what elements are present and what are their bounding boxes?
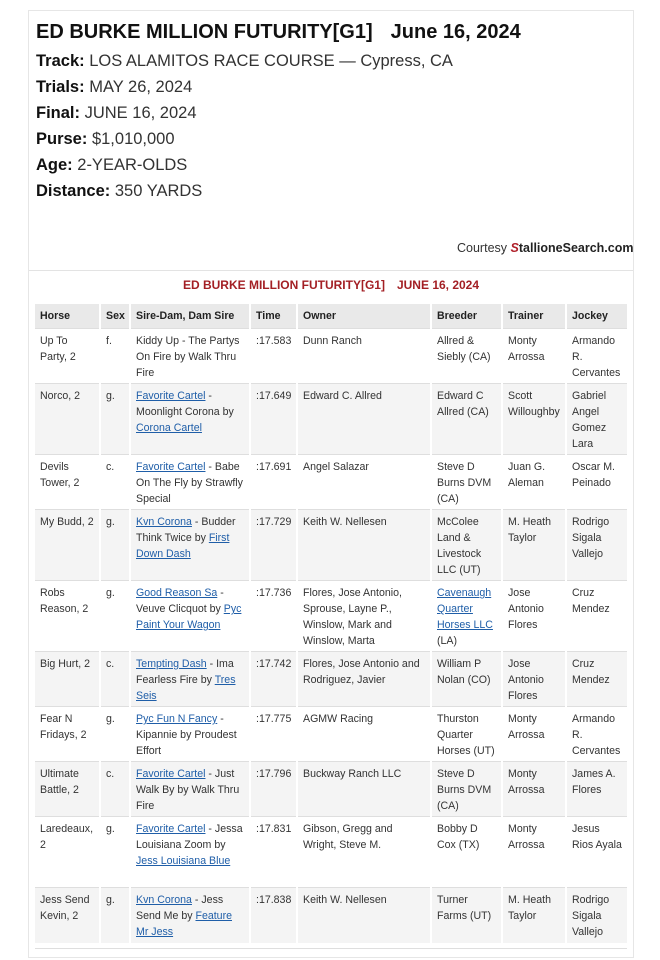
- table-title: [36, 278, 626, 292]
- cell-breeder: Allred & Siebly (CA): [431, 329, 502, 384]
- info-purse: [36, 126, 636, 152]
- table-row: [35, 817, 627, 888]
- cell-time: :17.736: [250, 581, 297, 652]
- sire-link[interactable]: Favorite Cartel: [136, 390, 206, 402]
- cell-breeder: Steve D Burns DVM (CA): [431, 455, 502, 510]
- cell-sex: g.: [100, 707, 130, 762]
- cell-sire-dam: [130, 581, 250, 652]
- cell-time: :17.691: [250, 455, 297, 510]
- cell-jockey: James A. Flores: [566, 762, 627, 817]
- cell-owner: Buckway Ranch LLC: [297, 762, 431, 817]
- column-header-time: Time: [250, 304, 297, 329]
- dam-sire-name: Walk Thru Fire: [136, 351, 237, 379]
- by-text: by: [188, 477, 206, 489]
- table-row: [35, 652, 627, 707]
- cell-jockey: Armando R. Cervantes: [566, 707, 627, 762]
- column-header-sex: Sex: [100, 304, 130, 329]
- separator: -: [205, 768, 215, 780]
- cell-sire-dam: [130, 707, 250, 762]
- cell-horse: Big Hurt, 2: [35, 652, 100, 707]
- info-label: Track:: [36, 52, 85, 70]
- race-title: ED BURKE MILLION FUTURITY[G1]: [36, 21, 373, 43]
- column-header-owner: Owner: [297, 304, 431, 329]
- section-divider: [29, 270, 633, 271]
- dam-name: Just Walk By: [136, 768, 235, 796]
- separator: -: [217, 713, 224, 725]
- sire-link[interactable]: Favorite Cartel: [136, 768, 206, 780]
- cell-sire-dam: [130, 455, 250, 510]
- cell-breeder: McColee Land & Livestock LLC (UT): [431, 510, 502, 581]
- dam-sire-name: Walk Thru Fire: [136, 784, 240, 812]
- dam-name: Kipannie: [136, 729, 178, 741]
- table-row: [35, 329, 627, 384]
- cell-time: :17.838: [250, 888, 297, 943]
- cell-sex: c.: [100, 762, 130, 817]
- table-row: [35, 384, 627, 455]
- table-header-row: [35, 304, 627, 329]
- cell-owner: Flores, Jose Antonio and Rodriguez, Javier: [297, 652, 431, 707]
- cell-owner: Gibson, Gregg and Wright, Steve M.: [297, 817, 431, 888]
- info-label: Final:: [36, 104, 80, 122]
- cell-time: :17.742: [250, 652, 297, 707]
- stallionsearch-logo-icon: S: [510, 241, 519, 255]
- sire-link[interactable]: Kvn Corona: [136, 894, 192, 906]
- info-value: $1,010,000: [91, 130, 175, 148]
- separator: -: [179, 335, 189, 347]
- cell-sire-dam: [130, 384, 250, 455]
- info-label: Trials:: [36, 78, 85, 96]
- info-label: Distance:: [36, 182, 111, 200]
- cell-sex: c.: [100, 455, 130, 510]
- cell-owner: Dunn Ranch: [297, 329, 431, 384]
- cell-breeder: Edward C Allred (CA): [431, 384, 502, 455]
- column-header-jockey: Jockey: [566, 304, 627, 329]
- table-title-name: ED BURKE MILLION FUTURITY[G1]: [182, 278, 385, 292]
- dam-sire-link[interactable]: Jess Louisiana Blue: [136, 855, 231, 867]
- column-header-trainer: Trainer: [502, 304, 566, 329]
- cell-breeder: Steve D Burns DVM (CA): [431, 762, 502, 817]
- cell-trainer: M. Heath Taylor: [502, 888, 566, 943]
- cell-horse: Fear N Fridays, 2: [35, 707, 100, 762]
- cell-trainer: Monty Arrossa: [502, 707, 566, 762]
- dam-name: Babe On The Fly: [136, 461, 240, 489]
- info-value: 350 YARDS: [114, 182, 203, 200]
- separator: -: [206, 658, 217, 670]
- cell-sex: c.: [100, 652, 130, 707]
- cell-horse: Laredeaux, 2: [35, 817, 100, 888]
- cell-jockey: Oscar M. Peinado: [566, 455, 627, 510]
- cell-horse: Ultimate Battle, 2: [35, 762, 100, 817]
- dam-sire-name: Strawfly Special: [136, 477, 243, 505]
- info-label: Purse:: [36, 130, 88, 148]
- cell-jockey: Gabriel Angel Gomez Lara: [566, 384, 627, 455]
- cell-owner: Keith W. Nellesen: [297, 510, 431, 581]
- info-track: [36, 48, 636, 74]
- info-value: LOS ALAMITOS RACE COURSE — Cypress, CA: [89, 52, 453, 70]
- cell-owner: Keith W. Nellesen: [297, 888, 431, 943]
- by-text: by: [178, 910, 196, 922]
- separator: -: [191, 516, 202, 528]
- dam-name: Moonlight Corona: [136, 406, 220, 418]
- column-header-horse: Horse: [35, 304, 100, 329]
- table-row: [35, 762, 627, 817]
- cell-sire-dam: [130, 888, 250, 943]
- cell-owner: Flores, Jose Antonio, Sprouse, Layne P., Winslow, Mark and Winslow, Marta: [297, 581, 431, 652]
- table-row: [35, 888, 627, 943]
- dam-sire-link[interactable]: Corona Cartel: [136, 422, 202, 434]
- dam-sire-name: Proudest Effort: [136, 729, 237, 757]
- sire-link[interactable]: Pyc Fun N Fancy: [136, 713, 218, 725]
- separator: -: [205, 461, 215, 473]
- separator: -: [205, 390, 212, 402]
- cell-owner: Edward C. Allred: [297, 384, 431, 455]
- by-text: by: [197, 674, 215, 686]
- cell-breeder: Thurston Quarter Horses (UT): [431, 707, 502, 762]
- by-text: by: [171, 351, 189, 363]
- table-bottom-rule: [35, 948, 627, 949]
- by-text: by: [211, 839, 226, 851]
- cell-sex: g.: [100, 510, 130, 581]
- cell-jockey: Armando R. Cervantes: [566, 329, 627, 384]
- cell-sex: g.: [100, 384, 130, 455]
- cell-time: :17.649: [250, 384, 297, 455]
- dam-sire-link[interactable]: First Down Dash: [136, 532, 230, 560]
- table-row: [35, 510, 627, 581]
- breeder-state: (LA): [437, 635, 458, 647]
- cell-time: :17.775: [250, 707, 297, 762]
- separator: -: [205, 823, 215, 835]
- cell-breeder: William P Nolan (CO): [431, 652, 502, 707]
- cell-horse: Robs Reason, 2: [35, 581, 100, 652]
- table-title-date: JUNE 16, 2024: [396, 278, 480, 292]
- sire-link[interactable]: Good Reason Sa: [136, 587, 218, 599]
- dam-name: Budder Think Twice: [136, 516, 236, 544]
- dam-name: The Partys On Fire: [136, 335, 240, 363]
- cell-jockey: Cruz Mendez: [566, 581, 627, 652]
- dam-name: Ima Fearless Fire: [136, 658, 234, 686]
- cell-owner: Angel Salazar: [297, 455, 431, 510]
- info-value: MAY 26, 2024: [89, 78, 193, 96]
- cell-trainer: Scott Willoughby: [502, 384, 566, 455]
- cell-jockey: Rodrigo Sigala Vallejo: [566, 888, 627, 943]
- by-text: by: [191, 532, 209, 544]
- courtesy-prefix: Courtesy: [457, 241, 508, 255]
- dam-name: Jessa Louisiana Zoom: [136, 823, 243, 851]
- sire-link[interactable]: Favorite Cartel: [136, 461, 206, 473]
- cell-trainer: Jose Antonio Flores: [502, 652, 566, 707]
- separator: -: [217, 587, 224, 599]
- dam-name: Veuve Clicquot: [136, 603, 207, 615]
- cell-trainer: Jose Antonio Flores: [502, 581, 566, 652]
- cell-sex: g.: [100, 888, 130, 943]
- column-header-sire-dam: Sire-Dam, Dam Sire: [130, 304, 250, 329]
- cell-time: :17.583: [250, 329, 297, 384]
- race-date: June 16, 2024: [390, 21, 521, 43]
- cell-sire-dam: [130, 817, 250, 888]
- cell-sex: f.: [100, 329, 130, 384]
- cell-breeder: [431, 581, 502, 652]
- info-label: Age:: [36, 156, 73, 174]
- cell-sex: g.: [100, 581, 130, 652]
- info-final: [36, 100, 636, 126]
- dam-sire-link[interactable]: Tres Seis: [136, 674, 236, 702]
- cell-horse: My Budd, 2: [35, 510, 100, 581]
- race-header: [36, 16, 636, 204]
- cell-horse: Norco, 2: [35, 384, 100, 455]
- table-row: [35, 707, 627, 762]
- cell-sire-dam: [130, 762, 250, 817]
- sire-link[interactable]: Tempting Dash: [136, 658, 207, 670]
- courtesy-brand: tallioneSearch.com: [518, 241, 634, 255]
- dam-sire-link[interactable]: Pyc Paint Your Wagon: [136, 603, 242, 631]
- cell-sire-dam: [130, 329, 250, 384]
- cell-trainer: Juan G. Aleman: [502, 455, 566, 510]
- by-text: by: [174, 784, 192, 796]
- table-row: [35, 581, 627, 652]
- results-body: [35, 329, 627, 943]
- results-table: [35, 304, 627, 943]
- cell-horse: Devils Tower, 2: [35, 455, 100, 510]
- cell-horse: Up To Party, 2: [35, 329, 100, 384]
- cell-trainer: Monty Arrossa: [502, 329, 566, 384]
- by-text: by: [219, 406, 234, 418]
- cell-trainer: Monty Arrossa: [502, 762, 566, 817]
- dam-sire-link[interactable]: Feature Mr Jess: [136, 910, 232, 938]
- race-title-line: [36, 16, 636, 48]
- cell-time: :17.729: [250, 510, 297, 581]
- cell-time: :17.831: [250, 817, 297, 888]
- cell-owner: AGMW Racing: [297, 707, 431, 762]
- cell-jockey: Jesus Rios Ayala: [566, 817, 627, 888]
- info-age: [36, 152, 636, 178]
- info-value: 2-YEAR-OLDS: [77, 156, 188, 174]
- cell-sire-dam: [130, 510, 250, 581]
- cell-jockey: Rodrigo Sigala Vallejo: [566, 510, 627, 581]
- info-value: JUNE 16, 2024: [84, 104, 197, 122]
- cell-time: :17.796: [250, 762, 297, 817]
- dam-name: Jess Send Me: [136, 894, 224, 922]
- table-row: [35, 455, 627, 510]
- cell-sire-dam: [130, 652, 250, 707]
- by-text: by: [177, 729, 195, 741]
- cell-breeder: Bobby D Cox (TX): [431, 817, 502, 888]
- cell-jockey: Cruz Mendez: [566, 652, 627, 707]
- cell-horse: Jess Send Kevin, 2: [35, 888, 100, 943]
- cell-breeder: Turner Farms (UT): [431, 888, 502, 943]
- sire-link[interactable]: Favorite Cartel: [136, 823, 206, 835]
- by-text: by: [206, 603, 224, 615]
- info-trials: [36, 74, 636, 100]
- sire-link[interactable]: Kvn Corona: [136, 516, 192, 528]
- info-distance: [36, 178, 636, 204]
- column-header-breeder: Breeder: [431, 304, 502, 329]
- sire-name: Kiddy Up: [136, 335, 179, 347]
- courtesy-credit: [457, 241, 633, 255]
- cell-sex: g.: [100, 817, 130, 888]
- cell-trainer: Monty Arrossa: [502, 817, 566, 888]
- cell-trainer: M. Heath Taylor: [502, 510, 566, 581]
- separator: -: [191, 894, 202, 906]
- breeder-link[interactable]: Cavenaugh Quarter Horses LLC: [437, 587, 493, 631]
